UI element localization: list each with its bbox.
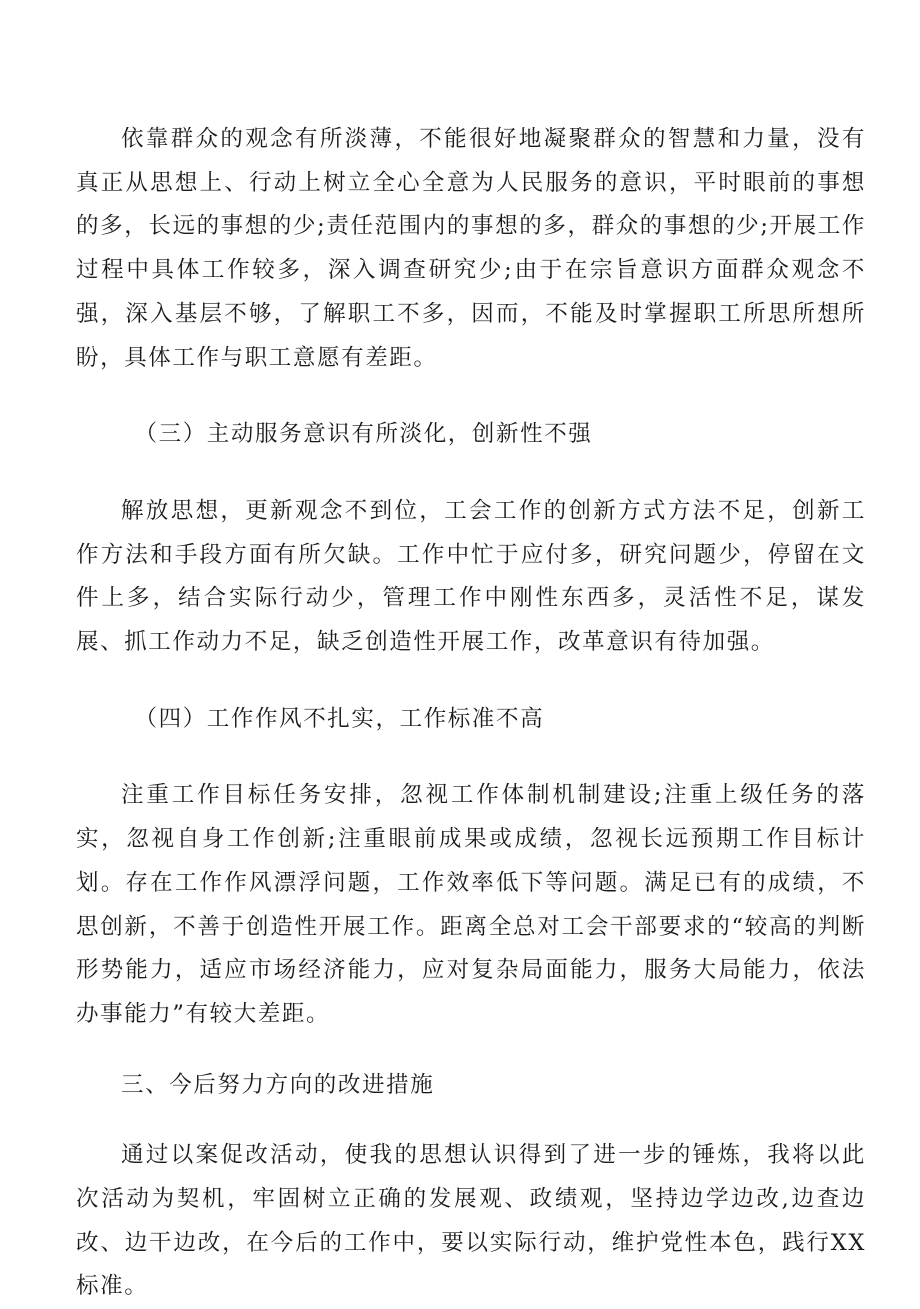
section-heading-improvement: 三、今后努力方向的改进措施 [121,1071,435,1098]
paragraph-improvement-measures: 通过以案促改活动，使我的思想认识得到了进一步的锤炼，我将以此次活动为契机，牢固树立正确的发展观、政绩观，坚持边学边改,边查边改、边干边改，在今后的工作中，要以实际行动，维护党性本色，践行XX标准。 [76,1142,866,1300]
document-page [76,118,866,1309]
paragraph-innovation: 解放思想，更新观念不到位，工会工作的创新方式方法不足，创新工作方法和手段方面有所欠缺。工作中忙于应付多，研究问题少，停留在文件上多，结合实际行动少，管理工作中刚性东西多，灵活性不足，谋发展、抓工作动力不足，缺乏创造性开展工作，改革意识有待加强。 [76,497,866,656]
subheading-service-awareness: （三）主动服务意识有所淡化，创新性不强 [134,421,593,448]
subheading-work-style: （四）工作作风不扎实，工作标准不高 [134,705,545,732]
paragraph-mass-line: 依靠群众的观念有所淡薄，不能很好地凝聚群众的智慧和力量，没有真正从思想上、行动上树立全心全意为人民服务的意识，平时眼前的事想的多，长远的事想的少;责任范围内的事想的多，群众的事想的少;开展工作过程中具体工作较多，深入调查研究少;由于在宗旨意识方面群众观念不强，深入基层不够，了解职工不多，因而，不能及时掌握职工所思所想所盼，具体工作与职工意愿有差距。 [76,126,866,371]
paragraph-work-style: 注重工作目标任务安排，忽视工作体制机制建设;注重上级任务的落实，忽视自身工作创新;注重眼前成果或成绩，忽视长远预期工作目标计划。存在工作作风漂浮问题，工作效率低下等问题。满足已有的成绩，不思创新，不善于创造性开展工作。距离全总对工会干部要求的“较高的判断形势能力，适应市场经济能力，应对复杂局面能力，服务大局能力，依法办事能力”有较大差距。 [76,782,866,1027]
